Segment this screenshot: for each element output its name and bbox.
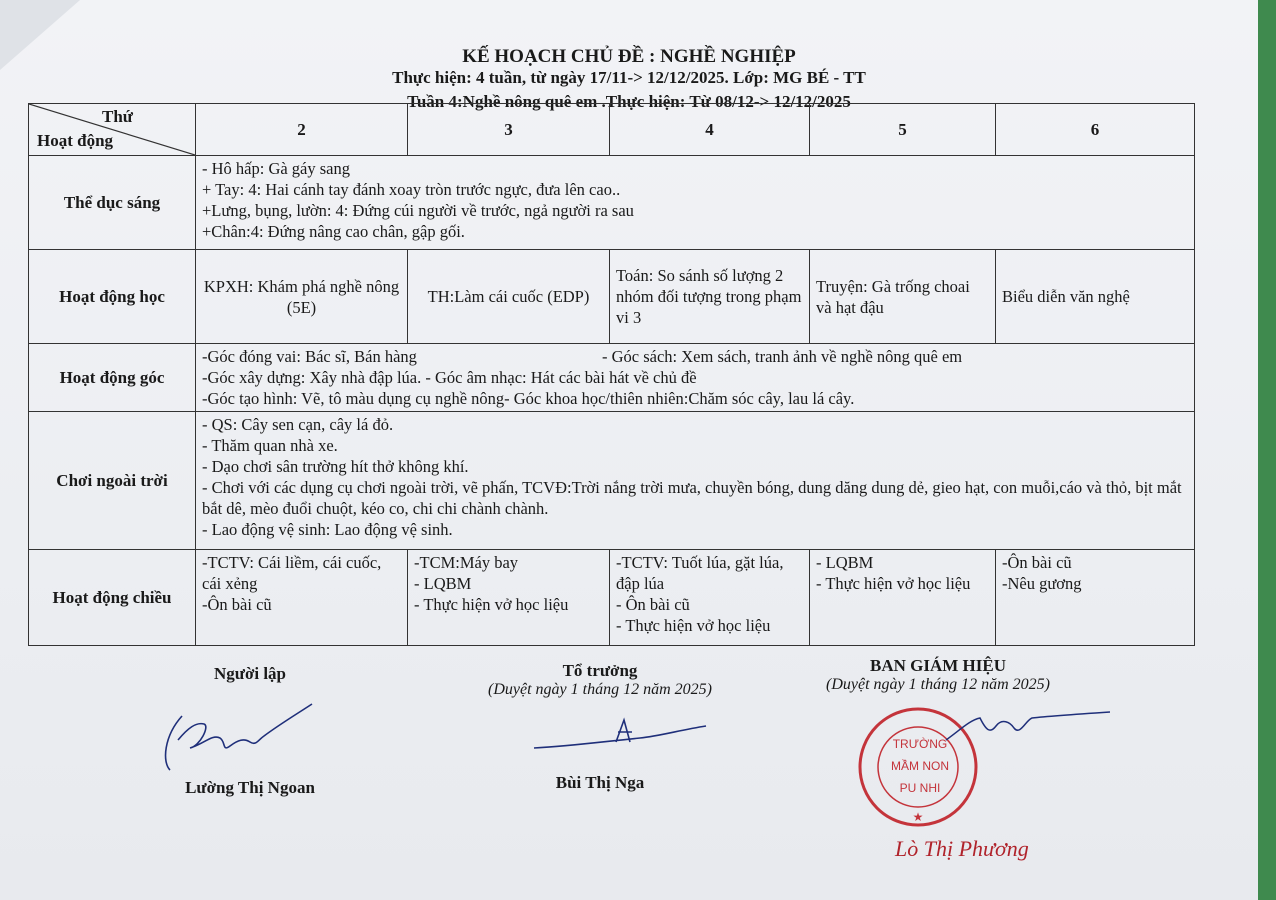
text-line: -Góc tạo hình: Vẽ, tô màu dụng cụ nghề nông- Góc khoa học/thiên nhiên:Chăm sóc cây, lau lá cây. [202, 389, 855, 408]
text-line: +Lưng, bụng, lườn: 4: Đứng cúi người về trước, ngả người ra sau [202, 201, 634, 220]
text-line: - Thực hiện vở học liệu [414, 595, 569, 614]
document-title: KẾ HOẠCH CHỦ ĐỀ : NGHỀ NGHIỆP [462, 46, 796, 67]
text-line: - Chơi với các dụng cụ chơi ngoài trời, vẽ phấn, TCVĐ:Trời nắng trời mưa, chuyền bóng, dung dăng dung dẻ, gieo hạt, con muỗi,cáo và thỏ, bịt mắt bắt dê, mèo đuổi chuột, kéo co, chi chi chành chành. [202, 478, 1182, 518]
row-the-duc-sang [29, 156, 1195, 250]
document-subtitle: Thực hiện: 4 tuần, từ ngày 17/11-> 12/12/2025. Lớp: MG BÉ - TT [392, 68, 866, 87]
lesson-cell: Truyện: Gà trống choai và hạt đậu [810, 250, 996, 344]
text-line: - Thực hiện vở học liệu [816, 574, 971, 593]
svg-text:★: ★ [912, 810, 924, 824]
header-row [29, 104, 1195, 156]
row-hoat-dong-goc [29, 344, 1195, 412]
leader-approval-date: (Duyệt ngày 1 tháng 12 năm 2025) [488, 681, 712, 698]
corner-activities-cell [196, 344, 1195, 412]
text-line: - QS: Cây sen cạn, cây lá đỏ. [202, 415, 394, 434]
row-label: Chơi ngoài trời [29, 412, 196, 550]
text-line: -TCM:Máy bay [414, 553, 519, 572]
afternoon-cell [196, 550, 408, 646]
board-signature-block [808, 656, 1068, 694]
row-label: Hoạt động góc [29, 344, 196, 412]
leader-name: Bùi Thị Nga [555, 773, 645, 792]
text-line: -Góc xây dựng: Xây nhà đập lúa. - Góc âm nhạc: Hát các bài hát về chủ đề [202, 368, 697, 387]
stamp-line: TRƯỜNG [892, 737, 948, 751]
corner-day-label: Thứ [102, 107, 133, 126]
stamp-line: MẦM NON [891, 759, 949, 773]
afternoon-cell [996, 550, 1195, 646]
afternoon-cell [610, 550, 810, 646]
afternoon-cell [408, 550, 610, 646]
leader-handwritten-signature [530, 712, 710, 756]
principal-handwritten-signature [940, 700, 1120, 750]
text-line: - LQBM [414, 574, 472, 593]
text-segment: -Góc đóng vai: Bác sĩ, Bán hàng [202, 347, 417, 366]
principal-name: Lò Thị Phương [895, 836, 1029, 861]
board-role: BAN GIÁM HIỆU [869, 656, 1006, 675]
text-line [202, 346, 1188, 367]
day-header: 3 [408, 104, 610, 156]
text-line: - Thăm quan nhà xe. [202, 436, 338, 455]
text-segment: - Góc sách: Xem sách, tranh ảnh về nghề nông quê em [602, 347, 963, 366]
text-line: - Dạo chơi sân trường hít thở không khí. [202, 457, 469, 476]
corner-cell [29, 104, 196, 156]
leader-role: Tổ trưởng [562, 661, 638, 680]
morning-exercise-cell [196, 156, 1195, 250]
preparer-role: Người lập [213, 664, 287, 683]
preparer-handwritten-signature [160, 700, 320, 780]
row-hoat-dong-hoc [29, 250, 1195, 344]
day-header: 5 [810, 104, 996, 156]
text-line: + Tay: 4: Hai cánh tay đánh xoay tròn trước ngực, đưa lên cao.. [202, 180, 621, 199]
lesson-cell: TH:Làm cái cuốc (EDP) [408, 250, 610, 344]
text-line: - Ôn bài cũ [616, 595, 690, 614]
plan-table [28, 103, 1195, 646]
stamp-line: PU NHI [899, 781, 941, 795]
board-approval-date: (Duyệt ngày 1 tháng 12 năm 2025) [826, 676, 1050, 693]
day-header: 4 [610, 104, 810, 156]
text-line: -Ôn bài cũ [202, 595, 272, 614]
preparer-name: Lường Thị Ngoan [185, 778, 315, 797]
text-line: -TCTV: Cái liềm, cái cuốc, cái xẻng [202, 553, 382, 593]
text-line: - Lao động vệ sinh: Lao động vệ sinh. [202, 520, 453, 539]
leader-signature-block [460, 661, 740, 792]
afternoon-cell [810, 550, 996, 646]
text-line: -TCTV: Tuốt lúa, gặt lúa, đập lúa [616, 553, 784, 593]
text-line: -Nêu gương [1002, 574, 1082, 593]
lesson-cell: Toán: So sánh số lượng 2 nhóm đối tượng trong phạm vi 3 [610, 250, 810, 344]
text-line: -Ôn bài cũ [1002, 553, 1072, 572]
outdoor-play-cell [196, 412, 1195, 550]
day-header: 2 [196, 104, 408, 156]
text-line: - LQBM [816, 553, 874, 572]
row-label: Hoạt động chiều [29, 550, 196, 646]
preparer-signature-block [160, 664, 340, 797]
text-line: - Thực hiện vở học liệu [616, 616, 771, 635]
row-choi-ngoai-troi [29, 412, 1195, 550]
row-hoat-dong-chieu [29, 550, 1195, 646]
text-line: - Hô hấp: Gà gáy sang [202, 159, 351, 178]
row-label: Hoạt động học [29, 250, 196, 344]
row-label: Thể dục sáng [29, 156, 196, 250]
day-header: 6 [996, 104, 1195, 156]
week-line: Tuần 4:Nghề nông quê em .Thực hiện: Từ 08/12-> 12/12/2025 [407, 92, 851, 111]
corner-activity-label: Hoạt động [37, 131, 114, 150]
lesson-cell: Biểu diễn văn nghệ [996, 250, 1195, 344]
lesson-cell: KPXH: Khám phá nghề nông (5E) [196, 250, 408, 344]
text-line: +Chân:4: Đứng nâng cao chân, gập gối. [202, 222, 465, 241]
